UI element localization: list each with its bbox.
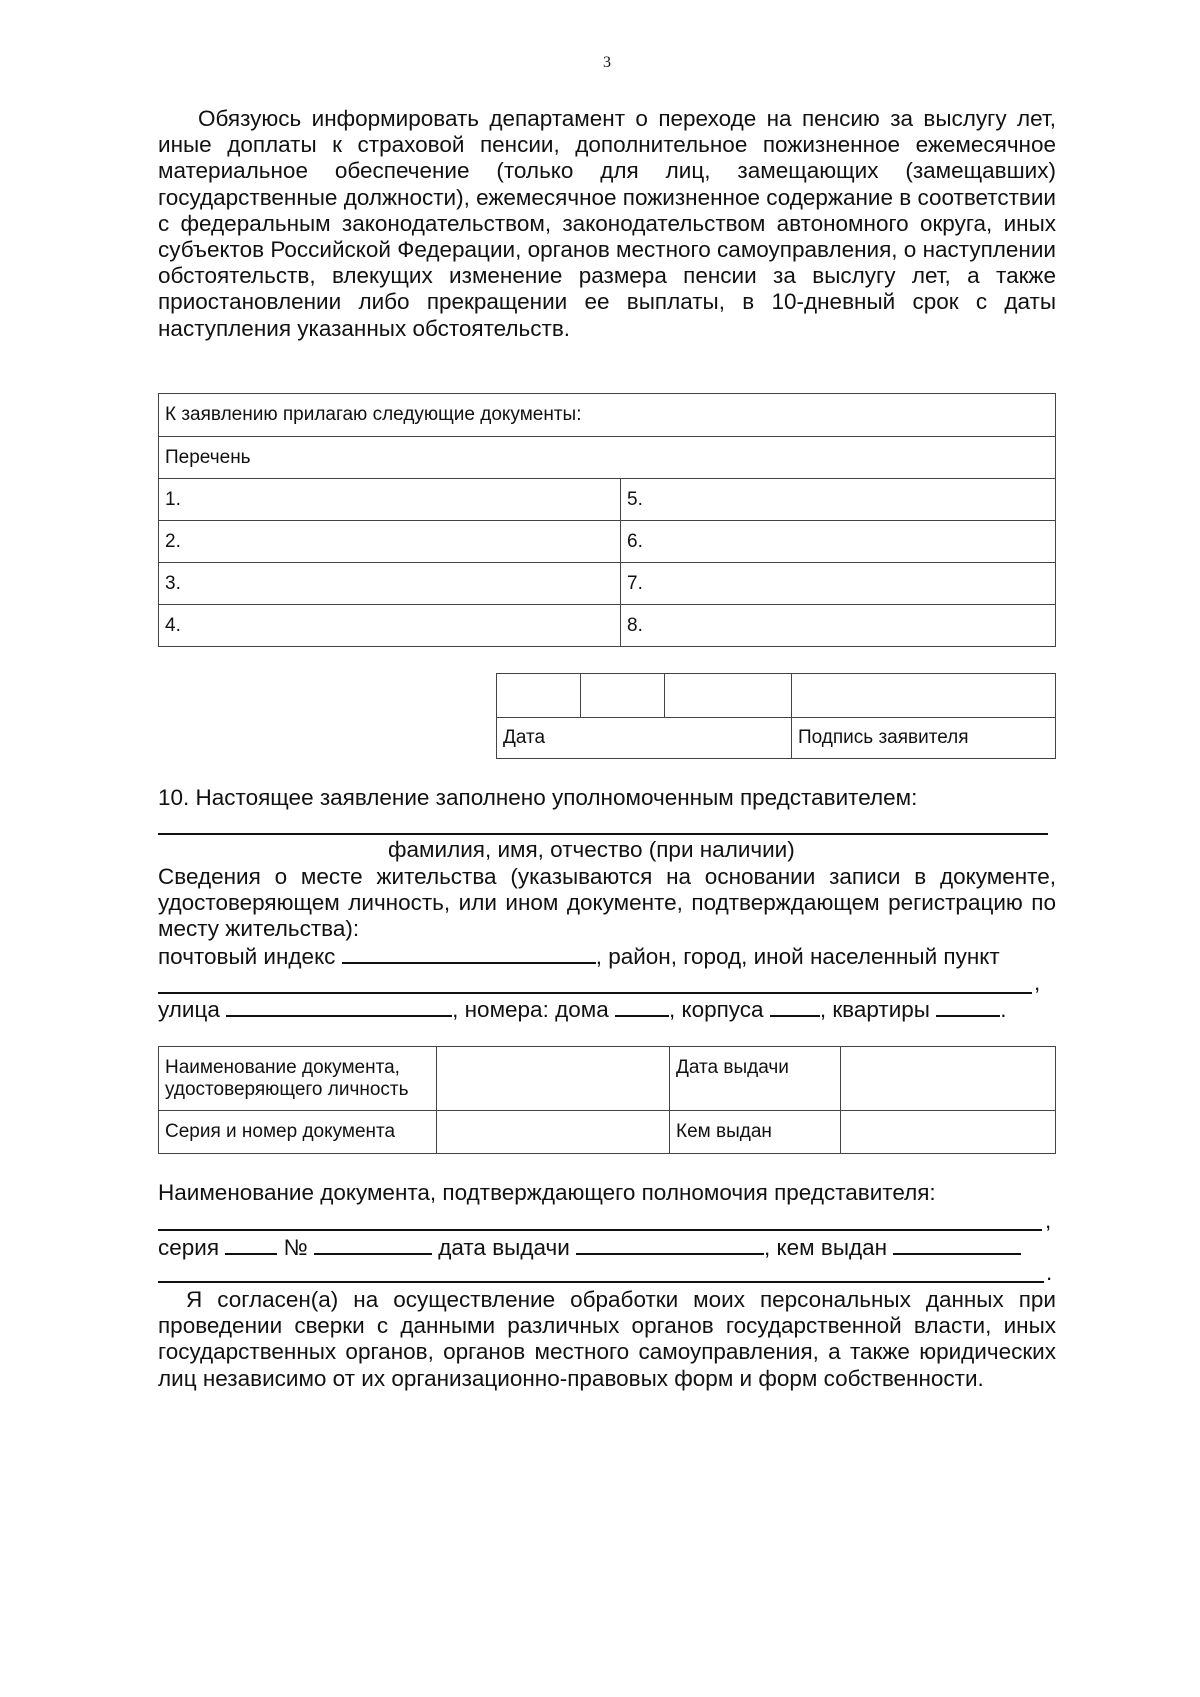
signature-table [496, 673, 1056, 759]
authority-issued-by-line[interactable] [158, 1281, 1044, 1283]
attachment-item-6[interactable]: 6. [621, 521, 1056, 563]
attachments-table [158, 393, 1056, 647]
date-year-cell[interactable] [665, 674, 792, 718]
date-label: Дата [497, 718, 792, 759]
authority-issued-by-field[interactable] [893, 1233, 1021, 1255]
postal-code-field[interactable] [342, 942, 596, 964]
authority-number-field[interactable] [314, 1233, 432, 1255]
locality-label: , район, город, иной населенный пункт [595, 944, 1000, 969]
attachment-item-8[interactable]: 8. [621, 605, 1056, 647]
id-document-name-field[interactable] [437, 1047, 670, 1111]
obligation-paragraph: Обязуюсь информировать департамент о переходе на пенсию за выслугу лет, иные доплаты к страховой пенсии, дополнительное пожизненное ежемесячное материальное обеспечение (только для лиц, замещающих (замещавших) государственные должности), ежемесячное пожизненное содержание в соответствии с федеральным законодательством, законодательством автономного округа, иных субъектов Российской Федерации, органов местного самоуправления, о наступлении обстоятельств, влекущих изменение размера пенсии за выслугу лет, а также приостановлении либо прекращении ее выплаты, в 10-дневный срок с даты наступления указанных обстоятельств. [158, 106, 1056, 341]
authority-title: Наименование документа, подтверждающего полномочия представителя: [158, 1180, 936, 1205]
series-number-field[interactable] [437, 1111, 670, 1154]
issue-date-label: Дата выдачи [670, 1047, 841, 1111]
issue-date-field[interactable] [841, 1047, 1056, 1111]
authority-issued-by-label: , кем выдан [764, 1235, 888, 1260]
authority-issue-date-field[interactable] [576, 1233, 764, 1255]
representative-name-caption: фамилия, имя, отчество (при наличии) [388, 837, 795, 862]
attachment-item-3[interactable]: 3. [159, 563, 621, 605]
house-field[interactable] [615, 995, 669, 1017]
section-10-title: 10. Настоящее заявление заполнено уполномоченным представителем: [158, 785, 918, 810]
signature-cell[interactable] [792, 674, 1056, 718]
attachment-item-7[interactable]: 7. [621, 563, 1056, 605]
signature-label: Подпись заявителя [792, 718, 1056, 759]
id-document-table [158, 1046, 1056, 1154]
issued-by-label: Кем выдан [670, 1111, 841, 1154]
postal-row [158, 942, 1000, 970]
authority-series-label: серия [158, 1235, 220, 1260]
series-number-label: Серия и номер документа [159, 1111, 437, 1154]
apartment-field[interactable] [936, 995, 1000, 1017]
consent-paragraph: Я согласен(а) на осуществление обработки моих персональных данных при проведении сверки с данными различных органов государственной власти, иных государственных органов, органов местного самоуправления, а также юридических лиц независимо от их организационно-правовых форм и форм собственности. [158, 1287, 1056, 1391]
attachment-item-1[interactable]: 1. [159, 479, 621, 521]
authority-number-label: № [283, 1235, 308, 1260]
street-row [158, 995, 1006, 1023]
authority-series-field[interactable] [225, 1233, 277, 1255]
locality-comma: , [1034, 970, 1041, 995]
residence-info: Сведения о месте жительства (указываются на основании записи в документе, удостоверяющем личность, или ином документе, подтверждающем регистрацию по месту жительства): [158, 864, 1056, 942]
attachments-header: К заявлению прилагаю следующие документы: [159, 394, 1056, 437]
id-document-name-label: Наименование документа, удостоверяющего личность [159, 1047, 437, 1111]
date-month-cell[interactable] [581, 674, 665, 718]
building-field[interactable] [770, 995, 820, 1017]
street-field[interactable] [226, 995, 452, 1017]
authority-document-line[interactable] [158, 1229, 1042, 1231]
authority-issue-date-label: дата выдачи [438, 1235, 570, 1260]
locality-line[interactable] [158, 992, 1032, 994]
authority-comma: , [1045, 1208, 1052, 1233]
attachment-item-5[interactable]: 5. [621, 479, 1056, 521]
postal-label: почтовый индекс [158, 944, 336, 969]
attachments-list-label: Перечень [159, 437, 1056, 479]
building-label: , корпуса [668, 997, 764, 1022]
attachment-item-2[interactable]: 2. [159, 521, 621, 563]
house-label: , номера: дома [452, 997, 609, 1022]
attachment-item-4[interactable]: 4. [159, 605, 621, 647]
date-day-cell[interactable] [497, 674, 581, 718]
issued-by-field[interactable] [841, 1111, 1056, 1154]
authority-period: . [1046, 1260, 1053, 1285]
street-label: улица [158, 997, 220, 1022]
street-period: . [1000, 997, 1007, 1022]
authority-details-row [158, 1233, 1021, 1261]
representative-name-line[interactable] [158, 833, 1048, 835]
apartment-label: , квартиры [819, 997, 930, 1022]
page-number: 3 [603, 54, 611, 71]
